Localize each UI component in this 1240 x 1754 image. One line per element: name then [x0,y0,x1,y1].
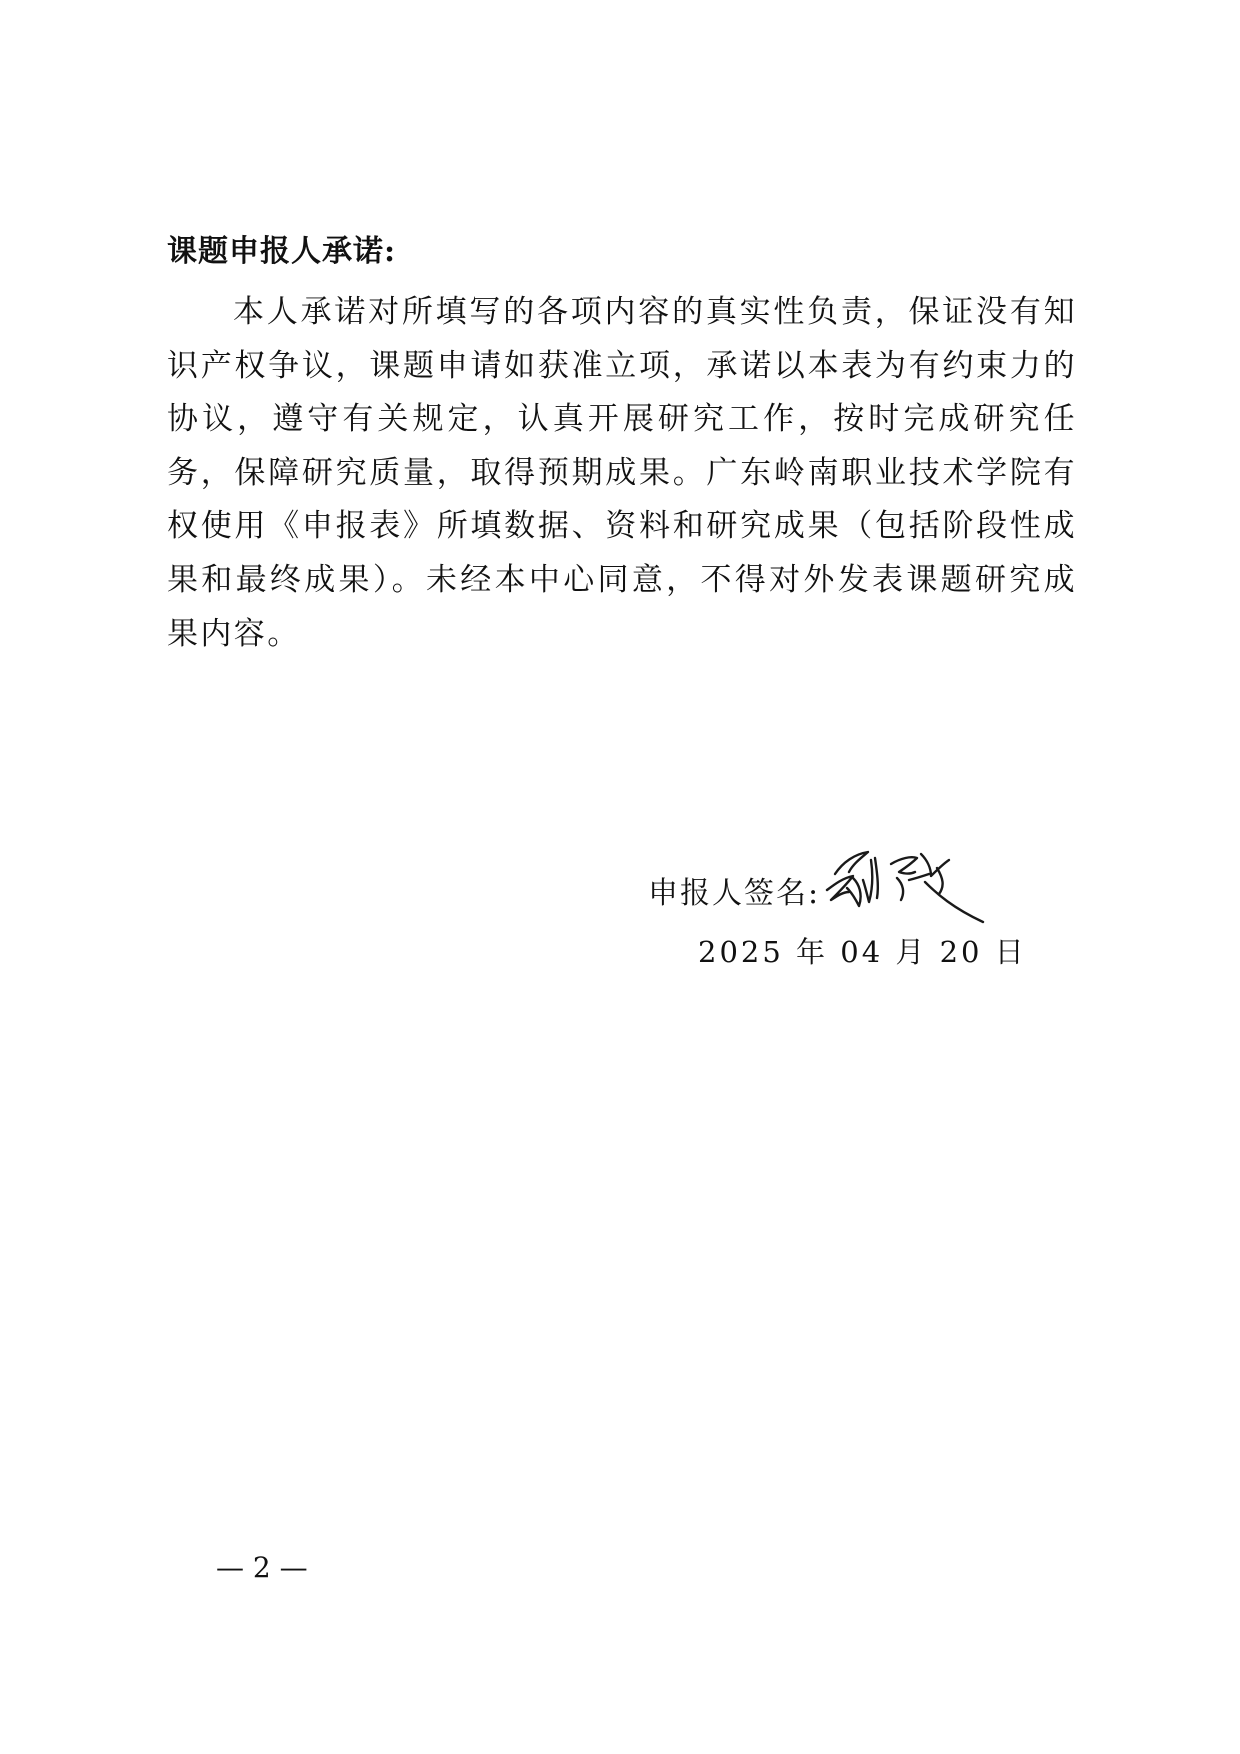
signature-block [648,864,1028,924]
handwritten-signature [813,834,993,934]
commitment-body-text: 本人承诺对所填写的各项内容的真实性负责，保证没有知识产权争议，课题申请如获准立项，承诺以本表为有约束力的协议，遵守有关规定，认真开展研究工作，按时完成研究任务，保障研究质量，取得预期成果。广东岭南职业技术学院有权使用《申报表》所填数据、资料和研究成果（包括阶段性成果和最终成果）。未经本中心同意，不得对外发表课题研究成果内容。 [167,294,1077,652]
page-number: — 2 — [216,1551,308,1584]
commitment-heading: 课题申报人承诺: [167,234,397,269]
signature-label: 申报人签名: [648,876,821,911]
signature-date: 2025 年 04 月 20 日 [698,935,1027,969]
